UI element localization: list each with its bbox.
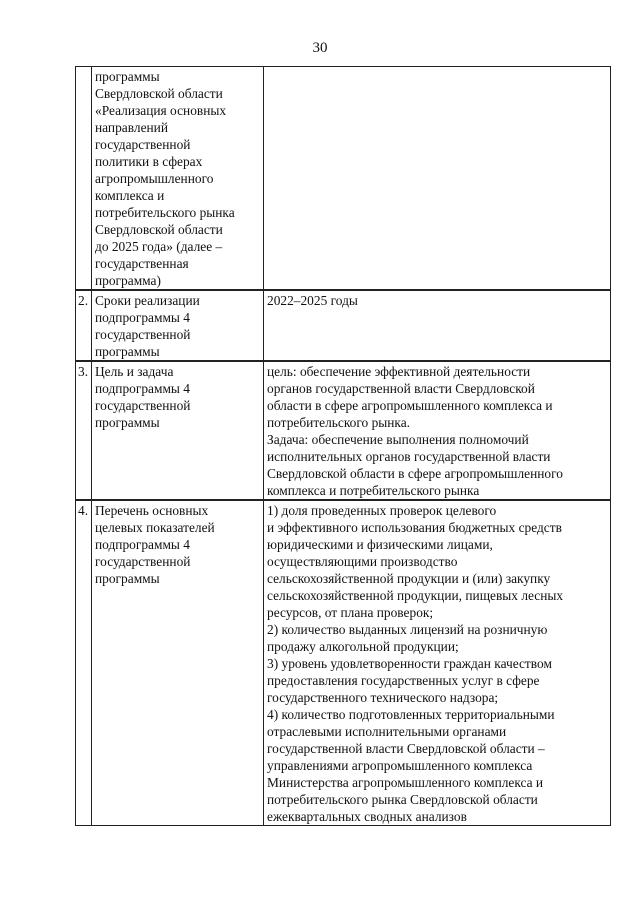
row-value: 2022–2025 годы xyxy=(264,290,611,361)
row-number: 3. xyxy=(76,361,92,500)
row-value xyxy=(264,67,611,291)
table-row xyxy=(76,361,611,500)
table-row xyxy=(76,500,611,826)
row-value: цель: обеспечение эффективной деятельности органов государственной власти Свердловской области в сфере агропромышленного комплекса и потребительского рынка. Задача: обеспечение выполнения полномочий исполнительных органов государственной власти Свердловской области в сфере агропромышленного комплекса и потребительского рынка xyxy=(264,361,611,500)
table-row xyxy=(76,290,611,361)
row-label: программы Свердловской области «Реализация основных направлений государственной политики в сферах агропромышленного комплекса и потребительского рынка Свердловской области до 2025 года» (далее – государственная программа) xyxy=(92,67,264,291)
row-label: Цель и задача подпрограммы 4 государственной программы xyxy=(92,361,264,500)
table-row xyxy=(76,67,611,291)
row-number xyxy=(76,67,92,291)
passport-table xyxy=(75,66,611,826)
row-number: 2. xyxy=(76,290,92,361)
row-number: 4. xyxy=(76,500,92,826)
row-label: Сроки реализации подпрограммы 4 государственной программы xyxy=(92,290,264,361)
row-label: Перечень основных целевых показателей подпрограммы 4 государственной программы xyxy=(92,500,264,826)
page-number: 30 xyxy=(312,40,328,56)
row-value: 1) доля проведенных проверок целевого и эффективного использования бюджетных средств юридическими и физическими лицами, осуществляющими производство сельскохозяйственной продукции и (или) закупку сельскохозяйственной продукции, пищевых лесных ресурсов, от плана проверок; 2) количество выданных лицензий на розничную продажу алкогольной продукции; 3) уровень удовлетворенности граждан качеством предоставления государственных услуг в сфере государственного технического надзора; 4) количество подготовленных территориальными отраслевыми исполнительными органами государственной власти Свердловской области – управлениями агропромышленного комплекса Министерства агропромышленного комплекса и потребительского рынка Свердловской области ежеквартальных сводных анализов xyxy=(264,500,611,826)
